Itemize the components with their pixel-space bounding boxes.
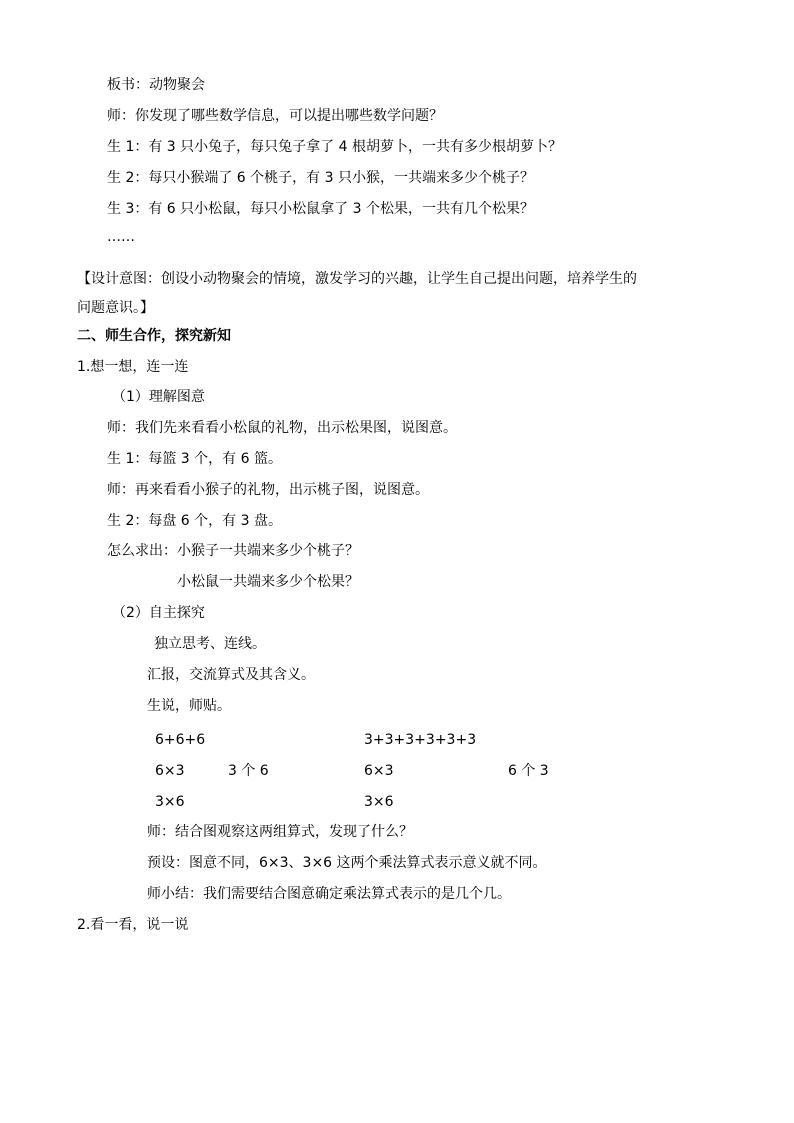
board-writing: 板书：动物聚会 — [107, 77, 205, 93]
expression-r2c1: 6×3 — [155, 763, 185, 779]
teacher-line-2: 师：再来看看小猴子的礼物，出示桃子图，说图意。 — [107, 482, 429, 498]
teacher-line-1: 师：我们先来看看小松鼠的礼物，出示松果图，说图意。 — [107, 420, 457, 436]
paragraph-1: 独立思考、连线。 — [154, 636, 266, 652]
expression-r3c1: 3×6 — [155, 794, 185, 810]
preset-line: 预设：图意不同，6×3、3×6 这两个乘法算式表示意义就不同。 — [147, 855, 547, 871]
expression-r2c4: 6 个 3 — [508, 763, 549, 779]
teacher-question: 师：你发现了哪些数学信息，可以提出哪些数学问题？ — [107, 108, 443, 124]
ellipsis: …… — [107, 229, 135, 245]
student-line-1: 生 1：每篮 3 个，有 6 篮。 — [107, 451, 282, 467]
teacher-line-3: 师：结合图观察这两组算式，发现了什么？ — [147, 824, 413, 840]
expression-r3c3: 3×6 — [364, 794, 394, 810]
question-line-2: 小松鼠一共端来多少个松果？ — [177, 574, 359, 590]
question-line-1: 怎么求出：小猴子一共端来多少个桃子？ — [107, 543, 359, 559]
expression-r2c3: 6×3 — [364, 763, 394, 779]
part-1-title: （1）理解图意 — [112, 389, 205, 405]
subsection-2-title: 2.看一看，说一说 — [77, 917, 189, 933]
student-line-2: 生 2：每盘 6 个，有 3 盘。 — [107, 513, 282, 529]
expression-r2c2: 3 个 6 — [228, 763, 269, 779]
section-heading: 二、师生合作，探究新知 — [77, 328, 231, 344]
student-3-answer: 生 3：有 6 只小松鼠，每只小松鼠拿了 3 个松果，一共有几个松果？ — [107, 201, 534, 217]
expression-r1c3: 3+3+3+3+3+3 — [364, 732, 477, 748]
design-intent-line-2: 问题意识。】 — [77, 300, 154, 316]
subsection-1-title: 1.想一想，连一连 — [77, 359, 189, 375]
student-1-answer: 生 1：有 3 只小兔子，每只兔子拿了 4 根胡萝卜，一共有多少根胡萝卜？ — [107, 139, 562, 155]
design-intent-line-1: 【设计意图：创设小动物聚会的情境，激发学习的兴趣，让学生自己提出问题，培养学生的 — [77, 271, 637, 287]
paragraph-2: 汇报，交流算式及其含义。 — [147, 667, 315, 683]
expression-r1c1: 6+6+6 — [155, 732, 206, 748]
student-2-answer: 生 2：每只小猴端了 6 个桃子，有 3 只小猴，一共端来多少个桃子？ — [107, 170, 534, 186]
paragraph-3: 生说，师贴。 — [147, 698, 231, 714]
part-2-title: （2）自主探究 — [112, 605, 205, 621]
summary-line: 师小结：我们需要结合图意确定乘法算式表示的是几个几。 — [147, 886, 511, 902]
